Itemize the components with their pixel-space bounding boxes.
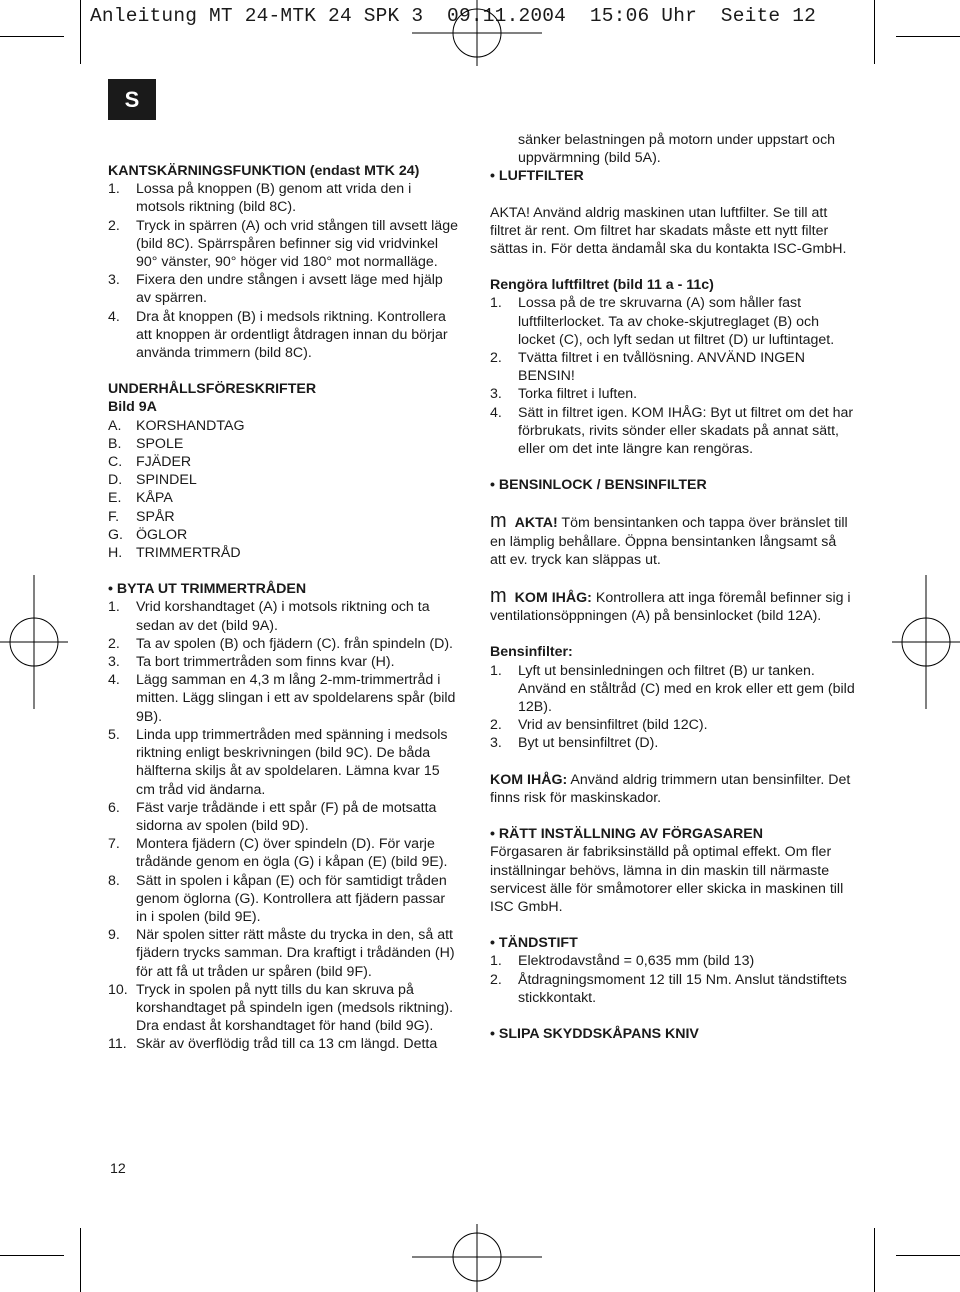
clean-filter-title: Rengöra luftfiltret (bild 11 a - 11c) <box>490 277 714 294</box>
list-item-text: Dra åt knoppen (B) i medsols riktning. Kontrollera att knoppen är ordentligt åtdragen innan du börjar använda trimmern (bild 8C). <box>136 308 448 362</box>
list-item <box>108 308 458 363</box>
maintenance-subtitle: Bild 9A <box>108 399 157 416</box>
list-item-number: 3. <box>490 386 502 403</box>
list-item-number: 3. <box>108 272 120 289</box>
list-item <box>490 294 855 349</box>
list-item-text: SPOLE <box>136 435 184 452</box>
list-item-text: Linda upp trimmertråden med spänning i medsols riktning enligt beskrivningen (bild 9C). De båda hälfterna skiljs åt av spoldelaren. Lämna kvar 15 cm tråd vid ändarna. <box>136 726 448 798</box>
list-item <box>108 1035 458 1053</box>
list-item-text: Byt ut bensinfiltret (D). <box>518 735 659 752</box>
list-item-number: 3. <box>108 654 120 671</box>
list-item <box>490 349 855 385</box>
section-title-maintenance: UNDERHÅLLSFÖRESKRIFTER <box>108 381 317 398</box>
crop-mark <box>80 1228 81 1292</box>
list-item-text: Lägg samman en 4,3 m lång 2-mm-trimmertråd i mitten. Lägg slingan i ett av spoldelarens spår (bild 9B). <box>136 672 456 725</box>
list-item-number: 2. <box>108 635 120 652</box>
crop-mark <box>0 1255 64 1256</box>
list-item <box>108 417 458 435</box>
list-item-text: Sätt in spolen i kåpan (E) och för samtidigt tråden genom öglorna (G). Kontrollera att fjädern passar in i spolen (bild 9E). <box>136 872 447 925</box>
list-item-number: 3. <box>490 735 502 752</box>
registration-mark-top <box>412 0 542 70</box>
list-item <box>108 471 458 489</box>
list-item-number: 1. <box>490 295 502 312</box>
list-item-text: SPINDEL <box>136 472 197 489</box>
crop-mark <box>896 1255 960 1256</box>
replace-line-steps <box>108 598 458 1053</box>
spark-plug-steps <box>490 952 855 1007</box>
left-column <box>108 162 458 1054</box>
fuel-caution-label: AKTA! <box>514 515 558 532</box>
list-item-number: 5. <box>108 726 120 743</box>
list-item <box>108 835 458 871</box>
list-item-text: Åtdragningsmoment 12 till 15 Nm. Anslut tändstiftets stickkontakt. <box>518 971 847 1006</box>
parts-list <box>108 417 458 563</box>
list-item <box>490 952 855 970</box>
list-item <box>108 180 458 216</box>
edge-trim-steps <box>108 180 458 362</box>
fuel-caution <box>490 512 855 569</box>
list-item <box>108 926 458 981</box>
fuel-note-text: Kontrollera att inga föremål befinner sig i ventilationsöppningen (A) på bensinlocket (bild 12A). <box>490 590 851 625</box>
list-item <box>108 653 458 671</box>
list-item-text: Ta av spolen (B) och fjädern (C). från spindeln (D). <box>136 635 453 652</box>
list-item-number: F. <box>108 508 120 525</box>
list-item-number: B. <box>108 435 122 452</box>
list-item-text: KÅPA <box>136 490 173 507</box>
section-title-fuel: • BENSINLOCK / BENSINFILTER <box>490 476 855 494</box>
list-item-text: Tryck in spärren (A) och vrid stången till avsett läge (bild 8C). Spärrspåren befinner sig vid vridvinkel 90° vänster, 90° höger vid 180° mot normalläge. <box>136 217 458 271</box>
list-item-number: E. <box>108 490 122 507</box>
fuel-caution-text: Töm bensintanken och tappa över bränslet till en lämplig behållare. Öppna bensintanken långsamt så att ev. tryck kan släppas ut. <box>490 515 848 568</box>
list-item <box>490 971 855 1007</box>
list-item-number: 2. <box>490 350 502 367</box>
registration-mark-left <box>0 575 70 715</box>
list-item-text: Vrid av bensinfiltret (bild 12C). <box>518 717 708 734</box>
crop-mark <box>896 36 960 37</box>
list-item-text: Skär av överflödig tråd till ca 13 cm längd. Detta <box>136 1036 438 1053</box>
list-item-text: Ta bort trimmertråden som finns kvar (H). <box>136 654 395 671</box>
list-item-text: Elektrodavstånd = 0,635 mm (bild 13) <box>518 953 755 970</box>
note-icon: m <box>490 585 507 608</box>
list-item-number: 1. <box>108 181 120 198</box>
crop-mark <box>0 36 64 37</box>
list-item <box>108 544 458 562</box>
registration-mark-right <box>890 575 960 715</box>
list-item-number: 9. <box>108 927 120 944</box>
list-item <box>108 635 458 653</box>
fuel-note <box>490 587 855 625</box>
crop-mark <box>874 1228 875 1292</box>
list-item-text: Lossa på knoppen (B) genom att vrida den i motsols riktning (bild 8C). <box>136 181 412 216</box>
clean-filter-steps <box>490 294 855 458</box>
caution-icon: m <box>490 510 507 533</box>
page-number: 12 <box>110 1161 126 1177</box>
fuel-filter-note-text: Använd aldrig trimmern utan bensinfilter. Det finns risk för maskinskador. <box>490 771 851 806</box>
section-title-blade: • SLIPA SKYDDSKÅPANS KNIV <box>490 1025 855 1043</box>
section-title-carburetor: • RÄTT INSTÄLLNING AV FÖRGASAREN <box>490 825 855 843</box>
fuel-filter-steps <box>490 662 855 753</box>
list-item <box>108 217 458 272</box>
list-item-number: G. <box>108 526 123 543</box>
list-item <box>108 453 458 471</box>
list-item-number: 6. <box>108 799 120 816</box>
list-item-number: C. <box>108 454 123 471</box>
list-item-number: 4. <box>108 308 120 325</box>
list-item-number: A. <box>108 417 122 434</box>
list-item-number: 2. <box>108 217 120 234</box>
crop-mark <box>80 0 81 64</box>
continued-text: sänker belastningen på motorn under uppstart och uppvärmning (bild 5A). <box>518 132 836 167</box>
list-item <box>108 435 458 453</box>
carburetor-text: Förgasaren är fabriksinställd på optimal effekt. Om fler inställningar behövs, lämna in din maskin till närmaste servicest älle för småmotorer eller skicka in maskinen till ISC GmbH. <box>490 844 844 915</box>
list-item-text: ÖGLOR <box>136 526 188 543</box>
list-item <box>108 981 458 1036</box>
list-item <box>108 598 458 634</box>
list-item <box>108 872 458 927</box>
air-filter-warning: AKTA! Använd aldrig maskinen utan luftfilter. Se till att filtret är rent. Om filtret har skadats måste ett nytt filter sättas in. För detta ändamål ska du kontakta ISC-GmbH. <box>490 204 847 258</box>
list-item-number: 1. <box>108 599 120 616</box>
list-item-number: 8. <box>108 872 120 889</box>
list-item-text: Sätt in filtret igen. KOM IHÅG: Byt ut filtret om det har förbrukats, rivits sönder eller skadats på annat sätt, eller om det inte längre kan rengöras. <box>518 404 854 458</box>
list-item-text: Montera fjädern (C) över spindeln (D). För varje trådände genom en ögla (G) i kåpan (E) (bild 9E). <box>136 836 448 871</box>
fuel-filter-title: Bensinfilter: <box>490 644 573 661</box>
list-item-text: Tryck in spolen på nytt tills du kan skruva på korshandtaget på spindeln igen (medsols riktning). Dra endast åt korshandtaget för hand (bild 9G). <box>136 981 454 1035</box>
registration-mark-bottom <box>412 1224 542 1292</box>
list-item <box>490 716 855 734</box>
list-item-number: 1. <box>490 953 502 970</box>
language-badge: S <box>108 79 156 120</box>
list-item-number: 4. <box>108 672 120 689</box>
section-title-spark-plug: • TÄNDSTIFT <box>490 934 855 952</box>
list-item-text: Torka filtret i luften. <box>518 386 638 403</box>
fuel-note-label: KOM IHÅG: <box>514 590 592 607</box>
section-title-air-filter: • LUFTFILTER <box>490 167 855 185</box>
list-item-number: 2. <box>490 971 502 988</box>
list-item-text: Tvätta filtret i en tvållösning. ANVÄND INGEN BENSIN! <box>518 350 806 385</box>
list-item <box>108 271 458 307</box>
list-item <box>108 726 458 799</box>
list-item <box>108 489 458 507</box>
list-item <box>490 662 855 717</box>
running-head-text: Anleitung MT 24-MTK 24 SPK 3 09.11.2004 15:06 Uhr Seite 12 <box>90 5 817 27</box>
section-title-replace-line: • BYTA UT TRIMMERTRÅDEN <box>108 580 458 598</box>
list-item <box>108 508 458 526</box>
list-item-text: Vrid korshandtaget (A) i motsols riktning och ta sedan av det (bild 9A). <box>136 599 430 634</box>
list-item-text: SPÅR <box>136 508 175 525</box>
list-item <box>108 799 458 835</box>
list-item <box>108 526 458 544</box>
list-item-number: 4. <box>490 404 502 421</box>
list-item <box>490 734 855 752</box>
list-item-number: 2. <box>490 717 502 734</box>
fuel-filter-note <box>490 771 855 807</box>
list-item <box>490 385 855 403</box>
list-item-text: När spolen sitter rätt måste du trycka in den, så att fjädern trycks samman. Dra kraftigt i trådänden (H) för att få ut tråden ur spåren (bild 9F). <box>136 927 455 980</box>
list-item <box>490 404 855 459</box>
list-item-number: 1. <box>490 662 502 679</box>
list-item-text: Fixera den undre stången i avsett läge med hjälp av spärren. <box>136 272 443 307</box>
section-title-edge-trim: KANTSKÄRNINGSFUNKTION (endast MTK 24) <box>108 163 420 179</box>
fuel-filter-note-label: KOM IHÅG: <box>490 771 568 788</box>
list-item-number: 7. <box>108 836 120 853</box>
list-item-text: Lossa på de tre skruvarna (A) som håller fast luftfilterlocket. Ta av choke-skjutreglaget (B) och locket (C), och lyft sedan ut filtret (D) ur luftintaget. <box>518 295 835 348</box>
list-item-text: TRIMMERTRÅD <box>136 545 241 562</box>
list-item-text: Lyft ut bensinledningen och filtret (B) ur tanken. Använd en ståltråd (C) med en krok eller ett gem (bild 12B). <box>518 662 855 716</box>
list-item-number: 10. <box>108 981 128 998</box>
list-item-number: D. <box>108 472 123 489</box>
crop-mark <box>874 0 875 64</box>
list-item-number: H. <box>108 545 123 562</box>
list-item-text: FJÄDER <box>136 454 192 471</box>
list-item-text: Fäst varje trådände i ett spår (F) på de motsatta sidorna av spolen (bild 9D). <box>136 799 437 834</box>
list-item-text: KORSHANDTAG <box>136 417 245 434</box>
list-item <box>108 671 458 726</box>
list-item-number: 11. <box>108 1036 127 1053</box>
right-column <box>490 131 855 1043</box>
